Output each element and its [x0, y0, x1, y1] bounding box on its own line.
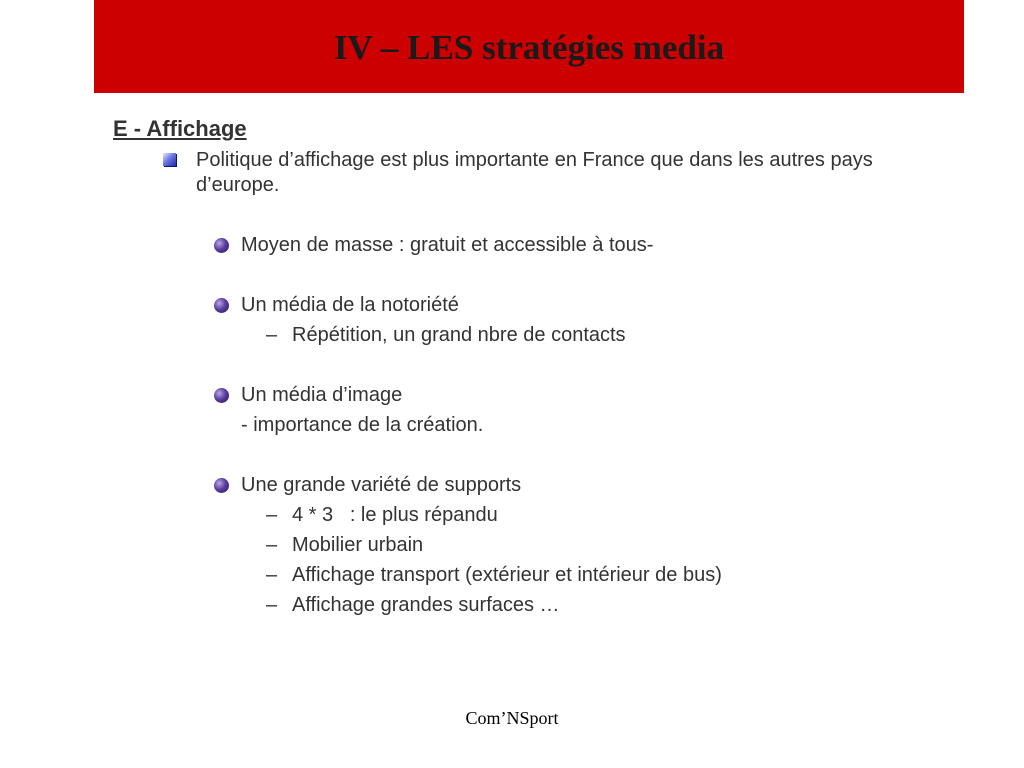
dash-marker: –	[266, 564, 278, 586]
sub-bullet-item	[266, 503, 498, 528]
sub-bullet-item	[266, 593, 560, 618]
dash-marker: –	[266, 504, 278, 526]
sub-bullet-item	[266, 323, 626, 348]
sub-bullet-text: Répétition, un grand nbre de contacts	[292, 324, 626, 346]
blue-square-icon	[163, 153, 176, 166]
sub-bullet-text: Mobilier urbain	[292, 534, 424, 556]
sub-bullet-item	[266, 563, 722, 588]
purple-ball-icon	[214, 298, 229, 313]
dash-marker: –	[266, 534, 278, 556]
dash-marker: –	[266, 594, 278, 616]
bullet-text: Moyen de masse : gratuit et accessible à tous-	[241, 234, 654, 256]
bullet-item	[214, 293, 459, 318]
intro-text: Politique d’affichage est plus importante en France que dans les autres pays d’europe.	[196, 149, 873, 196]
sub-bullet-text: Affichage grandes surfaces …	[292, 594, 560, 616]
sub-bullet-item	[266, 533, 423, 558]
bullet-item	[214, 473, 521, 498]
sub-bullet-text: Affichage transport (extérieur et intérieur de bus)	[292, 564, 722, 586]
bullet-text: Une grande variété de supports	[241, 474, 522, 496]
bullet-text: Un média de la notoriété	[241, 294, 459, 316]
bullet-note: - importance de la création.	[241, 414, 484, 436]
section-heading: E - Affichage	[113, 116, 247, 141]
sub-bullet-text: 4 * 3 : le plus répandu	[292, 504, 498, 526]
bullet-item	[214, 383, 402, 408]
purple-ball-icon	[214, 388, 229, 403]
slide-title: IV – LES stratégies media	[333, 28, 725, 67]
footer-text: Com’NSport	[465, 708, 559, 728]
intro-bullet	[163, 148, 923, 198]
dash-marker: –	[266, 324, 278, 346]
title-banner	[94, 0, 964, 93]
purple-ball-icon	[214, 238, 229, 253]
purple-ball-icon	[214, 478, 229, 493]
bullet-item	[214, 233, 653, 258]
bullet-text: Un média d’image	[241, 384, 403, 406]
